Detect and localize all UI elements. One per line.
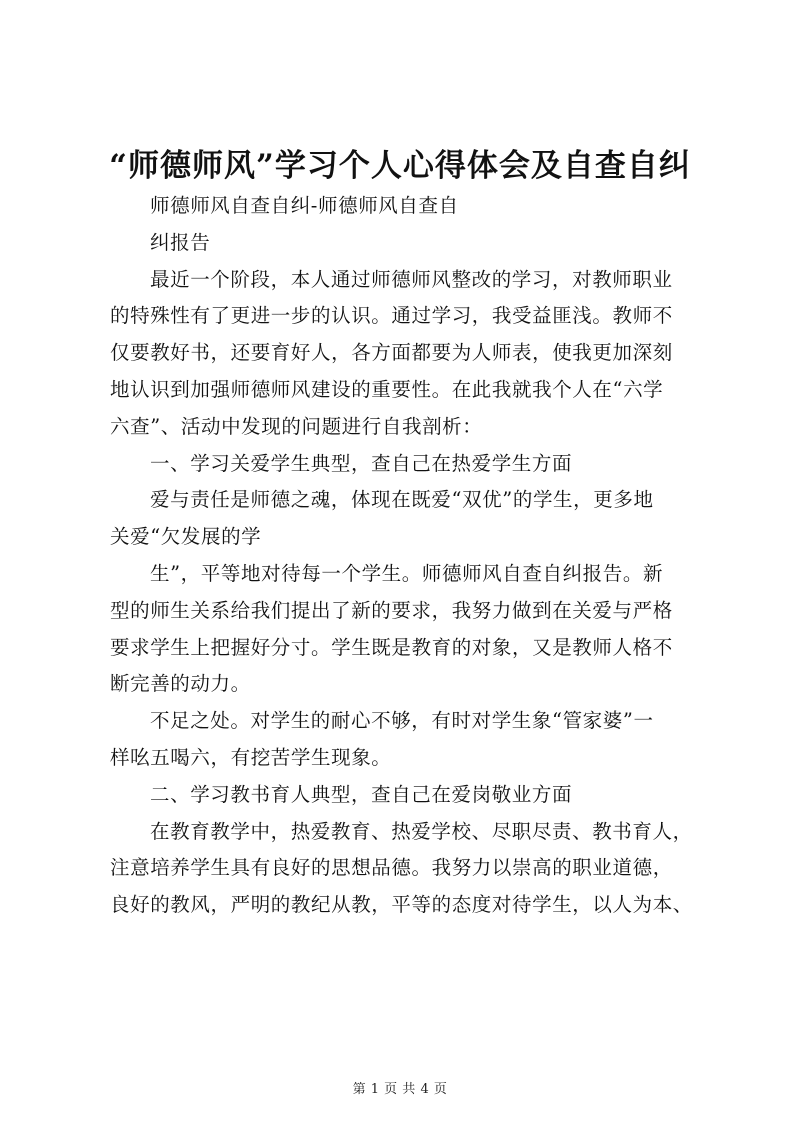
section-heading: 一、学习关爱学生典型，查自己在热爱学生方面: [150, 451, 573, 475]
paragraph-line: 的特殊性有了更进一步的认识。通过学习，我受益匪浅。教师不: [110, 304, 673, 328]
paragraph-line: 师德师风自查自纠-师德师风自查自: [150, 194, 459, 217]
page-number-footer: 第 1 页 共 4 页: [352, 1082, 448, 1097]
document-title: “师德师风”学习个人心得体会及自查自纠: [109, 148, 691, 184]
paragraph-line: 地认识到加强师德师风建设的重要性。在此我就我个人在“六学: [110, 377, 664, 401]
paragraph-line: 关爱“欠发展的学: [110, 525, 262, 549]
section-heading: 二、学习教书育人典型，查自己在爱岗敬业方面: [150, 782, 573, 806]
paragraph-line: 在教育教学中，热爱教育、热爱学校、尽职尽责、教书育人，: [150, 819, 693, 843]
paragraph-line: 良好的教风，严明的教纪从教，平等的态度对待学生，以人为本、: [110, 893, 693, 917]
document-body: [110, 188, 706, 924]
paragraph-line: 注意培养学生具有良好的思想品德。我努力以崇高的职业道德，: [110, 856, 673, 880]
paragraph-line: 六查”、活动中发现的问题进行自我剖析：: [110, 414, 483, 438]
paragraph-line: 断完善的动力。: [110, 672, 251, 696]
paragraph-line: 生”，平等地对待每一个学生。师德师风自查自纠报告。新: [150, 561, 664, 585]
paragraph-line: 仅要教好书，还要育好人，各方面都要为人师表，使我更加深刻: [110, 341, 673, 365]
paragraph-line: 要求学生上把握好分寸。学生既是教育的对象，又是教师人格不: [110, 635, 673, 659]
paragraph-line: 纠报告: [150, 230, 211, 254]
paragraph-line: 最近一个阶段，本人通过师德师风整改的学习，对教师职业: [150, 267, 673, 291]
paragraph-line: 样吆五喝六，有挖苦学生现象。: [110, 745, 392, 769]
paragraph-line: 爱与责任是师德之魂，体现在既爱“双优”的学生，更多地: [150, 488, 654, 512]
paragraph-line: 不足之处。对学生的耐心不够，有时对学生象“管家婆”一: [150, 709, 654, 733]
paragraph-line: 型的师生关系给我们提出了新的要求，我努力做到在关爱与严格: [110, 598, 673, 622]
